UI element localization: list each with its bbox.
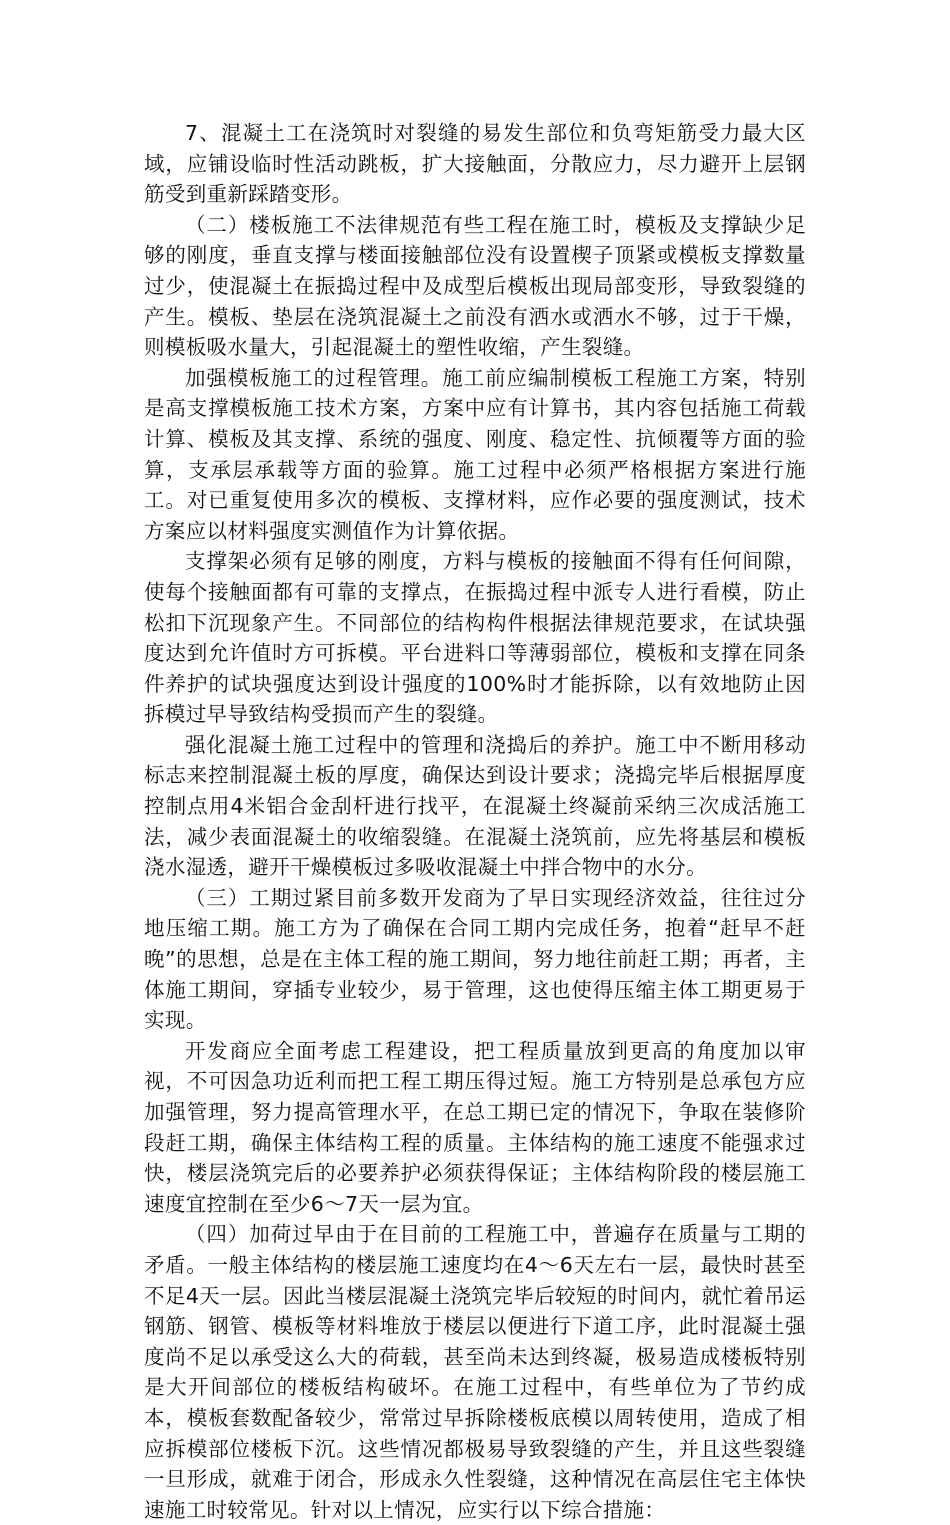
paragraph-formwork-management: 加强模板施工的过程管理。施工前应编制模板工程施工方案，特别是高支撑模板施工技术方案，方案中应有计算书，其内容包括施工荷载计算、模板及其支撑、系统的强度、刚度、稳定性、抗倾覆等方面的验算，支承层承载等方面的验算。施工过程中必须严格根据方案进行施工。对已重复使用多次的模板、支撑材料，应作必要的强度测试，技术方案应以材料强度实测值作为计算依据。 — [144, 365, 806, 543]
paragraph-crack-prone-areas: 7、混凝土工在浇筑时对裂缝的易发生部位和负弯矩筋受力最大区域，应铺设临时性活动跳板，扩大接触面，分散应力，尽力避开上层钢筋受到重新踩踏变形。 — [144, 121, 806, 207]
paragraph-support-frame: 支撑架必须有足够的刚度，方料与模板的接触面不得有任何间隙，使每个接触面都有可靠的支撑点，在振捣过程中派专人进行看模，防止松扣下沉现象产生。不同部位的结构构件根据法律规范要求，在试块强度达到允许值时方可拆模。平台进料口等薄弱部位，模板和支撑在同条件养护的试块强度达到设计强度的100%时才能拆除，以有效地防止因拆模过早导致结构受损而产生的裂缝。 — [144, 549, 806, 727]
paragraph-concrete-curing: 强化混凝土施工过程中的管理和浇捣后的养护。施工中不断用移动标志来控制混凝土板的厚度，确保达到设计要求；浇捣完毕后根据厚度控制点用4米铝合金刮杆进行找平，在混凝土终凝前采纳三次成活施工法，减少表面混凝土的收缩裂缝。在混凝土浇筑前，应先将基层和模板浇水湿透，避开干燥模板过多吸收混凝土中拌合物中的水分。 — [144, 732, 806, 880]
paragraph-developer-advice: 开发商应全面考虑工程建设，把工程质量放到更高的角度加以审视，不可因急功近利而把工程工期压得过短。施工方特别是总承包方应加强管理，努力提高管理水平，在总工期已定的情况下，争取在装修阶段赶工期，确保主体结构工程的质量。主体结构的施工速度不能强求过快，楼层浇筑完后的必要养护必须获得保证；主体结构阶段的楼层施工速度宜控制在至少6～7天一层为宜。 — [144, 1038, 806, 1216]
document-page — [144, 118, 806, 1525]
paragraph-tight-schedule: （三）工期过紧目前多数开发商为了早日实现经济效益，往往过分地压缩工期。施工方为了确保在合同工期内完成任务，抱着“赶早不赶晚”的思想，总是在主体工程的施工期间，努力地往前赶工期；再者，主体施工期间，穿插专业较少，易于管理，这也使得压缩主体工期更易于实现。 — [144, 885, 806, 1033]
paragraph-early-loading: （四）加荷过早由于在目前的工程施工中，普遍存在质量与工期的矛盾。一般主体结构的楼层施工速度均在4～6天左右一层，最快时甚至不足4天一层。因此当楼层混凝土浇筑完毕后较短的时间内，就忙着吊运钢筋、钢管、模板等材料堆放于楼层以便进行下道工序，此时混凝土强度尚不足以承受这么大的荷载，甚至尚未达到终凝，极易造成楼板特别是大开间部位的楼板结构破坏。在施工过程中，有些单位为了节约成本，模板套数配备较少，常常过早拆除楼板底模以周转使用，造成了相应拆模部位楼板下沉。这些情况都极易导致裂缝的产生，并且这些裂缝一旦形成，就难于闭合，形成永久性裂缝，这种情况在高层住宅主体快速施工时较常见。针对以上情况，应实行以下综合措施： — [144, 1222, 806, 1522]
paragraph-formwork-irregular: （二）楼板施工不法律规范有些工程在施工时，模板及支撑缺少足够的刚度，垂直支撑与楼面接触部位没有设置楔子顶紧或模板支撑数量过少，使混凝土在振捣过程中及成型后模板出现局部变形，导致裂缝的产生。模板、垫层在浇筑混凝土之前没有洒水或洒水不够，过于干燥，则模板吸水量大，引起混凝土的塑性收缩，产生裂缝。 — [144, 212, 806, 360]
